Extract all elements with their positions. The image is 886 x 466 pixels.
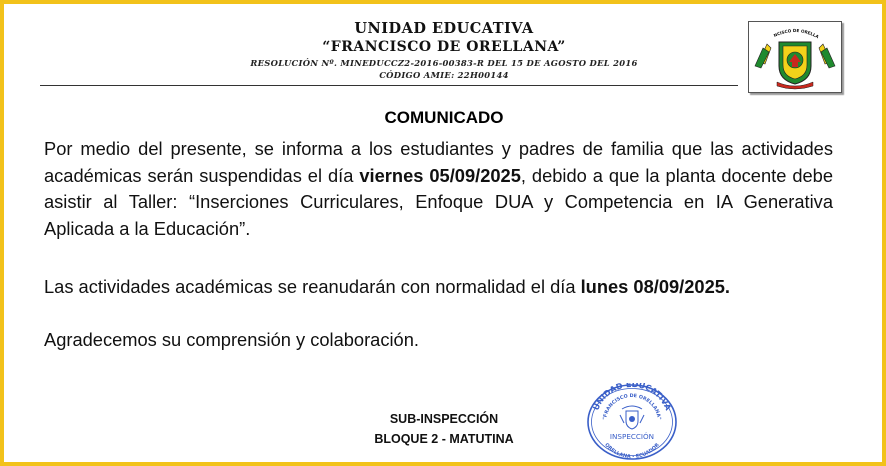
p2-text: Las actividades académicas se reanudarán con normalidad el día xyxy=(44,276,581,297)
signature-department: SUB-INSPECCIÓN xyxy=(389,412,499,426)
document-title: COMUNICADO xyxy=(384,108,504,127)
amie-code: CÓDIGO AMIE: 22H00144 xyxy=(379,70,509,80)
school-logo xyxy=(748,21,842,93)
svg-text:UNIDAD EDUCATIVA: UNIDAD EDUCATIVA xyxy=(591,383,673,412)
inspection-seal xyxy=(586,383,678,461)
paragraph-thanks: Agradecemos su comprensión y colaboración. xyxy=(44,329,419,350)
signature-block: BLOQUE 2 - MATUTINA xyxy=(374,432,514,446)
school-name-line1: UNIDAD EDUCATIVA xyxy=(354,20,534,37)
p1-text-end: , debido a que la planta docente debe asistir al Taller: “Inserciones Curriculares, Enfoque DUA y Competencia en IA Generativa Aplicada a la Educación”. xyxy=(44,164,834,239)
paragraph-resume xyxy=(44,274,833,301)
p1-text-start: Por medio del presente, se informa a los estudiantes y padres de familia que las actividades académicas serán suspendidas el día xyxy=(44,138,833,186)
svg-text:FRANCISCO DE ORELLANA: NCISCO DE ORELLA xyxy=(772,27,820,40)
svg-text:INSPECCIÓN: INSPECCIÓN xyxy=(609,432,655,441)
suspension-date: viernes 05/09/2025 xyxy=(359,164,521,186)
seal-stamp-icon xyxy=(586,383,678,461)
svg-text:"FRANCISCO DE ORELLANA": "FRANCISCO DE ORELLANA" xyxy=(603,393,661,421)
paragraph-announcement xyxy=(44,136,833,242)
resolution-text: RESOLUCIÓN Nº. MINEDUCCZ2-2016-00383-R DEL 15 DE AGOSTO DEL 2016 xyxy=(250,58,638,68)
header-divider xyxy=(40,85,738,86)
resume-date: lunes 08/09/2025. xyxy=(580,276,730,297)
school-name-line2: “FRANCISCO DE ORELLANA” xyxy=(322,39,566,55)
svg-text:ORELLANA - ECUADOR: ORELLANA - ECUADOR xyxy=(603,442,661,461)
school-crest-icon xyxy=(749,22,841,92)
